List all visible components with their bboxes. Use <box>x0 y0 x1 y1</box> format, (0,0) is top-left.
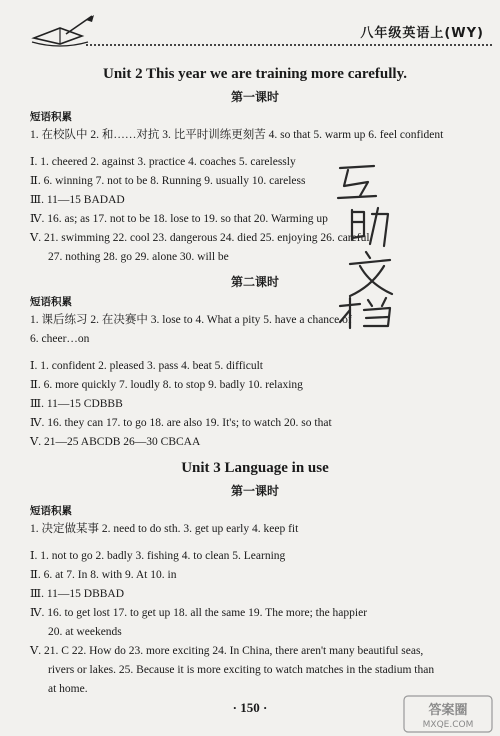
unit2-lesson1-phrase-label: 短语积累 <box>30 111 72 123</box>
answer-line: Ⅲ. 11—15 DBBAD <box>30 588 125 600</box>
answer-line: at home. <box>48 683 88 695</box>
answer-line: 27. nothing 28. go 29. alone 30. will be <box>48 251 229 263</box>
handwritten-stamp <box>330 160 410 330</box>
watermark-url: MXQE.COM <box>422 720 474 730</box>
answer-line: Ⅴ. 21. C 22. How do 23. more exciting 24. In China, there aren't many beautiful seas, <box>30 645 424 657</box>
header-dotted-rule <box>86 44 492 46</box>
answer-line: 20. at weekends <box>48 626 122 638</box>
unit2-lesson2-phrase-label: 短语积累 <box>30 296 72 308</box>
unit2-lesson1-phrases: 1. 在校队中 2. 和……对抗 3. 比平时训练更刻苦 4. so that 5. warm up 6. feel confident <box>30 129 444 141</box>
page-header <box>0 0 500 56</box>
answer-line: Ⅳ. 16. they can 17. to go 18. are also 19. It's; to watch 20. so that <box>30 417 332 429</box>
answer-line: Ⅰ. 1. not to go 2. badly 3. fishing 4. to clean 5. Learning <box>30 550 286 562</box>
answer-line: Ⅳ. 16. as; as 17. not to be 18. lose to 19. so that 20. Warming up <box>30 213 328 225</box>
answer-line: Ⅱ. 6. at 7. In 8. with 9. At 10. in <box>30 569 177 581</box>
answer-line: Ⅱ. 6. winning 7. not to be 8. Running 9. usually 10. careless <box>30 175 306 187</box>
answer-line: Ⅰ. 1. cheered 2. against 3. practice 4. coaches 5. carelessly <box>30 156 296 168</box>
answer-line: Ⅱ. 6. more quickly 7. loudly 8. to stop 9. badly 10. relaxing <box>30 379 303 391</box>
answer-line: Ⅲ. 11—15 BADAD <box>30 194 125 206</box>
answer-line: rivers or lakes. 25. Because it is more exciting to watch matches in the stadium than <box>48 664 435 676</box>
unit3-lesson1-title: 第一课时 <box>230 484 279 498</box>
unit2-title: Unit 2 This year we are training more carefully. <box>102 66 407 82</box>
answer-line: Ⅴ. 21—25 ABCDB 26—30 CBCAA <box>30 436 201 448</box>
unit3-title: Unit 3 Language in use <box>181 460 329 476</box>
book-quill-logo-icon <box>30 14 100 48</box>
phrase-line: 1. 课后练习 2. 在决赛中 3. lose to 4. What a pity 5. have a chance of <box>30 314 352 326</box>
page-number: · 150 · <box>232 700 268 715</box>
watermark-text: 答案圈 <box>428 703 468 718</box>
phrase-line: 6. cheer…on <box>30 333 90 345</box>
answer-line: Ⅲ. 11—15 CDBBB <box>30 398 123 410</box>
unit2-lesson1-title: 第一课时 <box>230 90 279 104</box>
book-title: 八年级英语上(WY) <box>360 26 484 41</box>
watermark-logo <box>402 694 494 734</box>
unit3-lesson1-phrase-label: 短语积累 <box>30 505 72 517</box>
answer-content <box>30 62 480 699</box>
answer-line: Ⅴ. 21. swimming 22. cool 23. dangerous 24. died 25. enjoying 26. careful <box>30 232 370 244</box>
answer-line: Ⅰ. 1. confident 2. pleased 3. pass 4. beat 5. difficult <box>30 360 263 372</box>
answer-line: Ⅳ. 16. to get lost 17. to get up 18. all the same 19. The more; the happier <box>30 607 368 619</box>
unit3-lesson1-phrases: 1. 决定做某事 2. need to do sth. 3. get up early 4. keep fit <box>30 523 299 535</box>
unit2-lesson2-title: 第二课时 <box>230 275 279 289</box>
